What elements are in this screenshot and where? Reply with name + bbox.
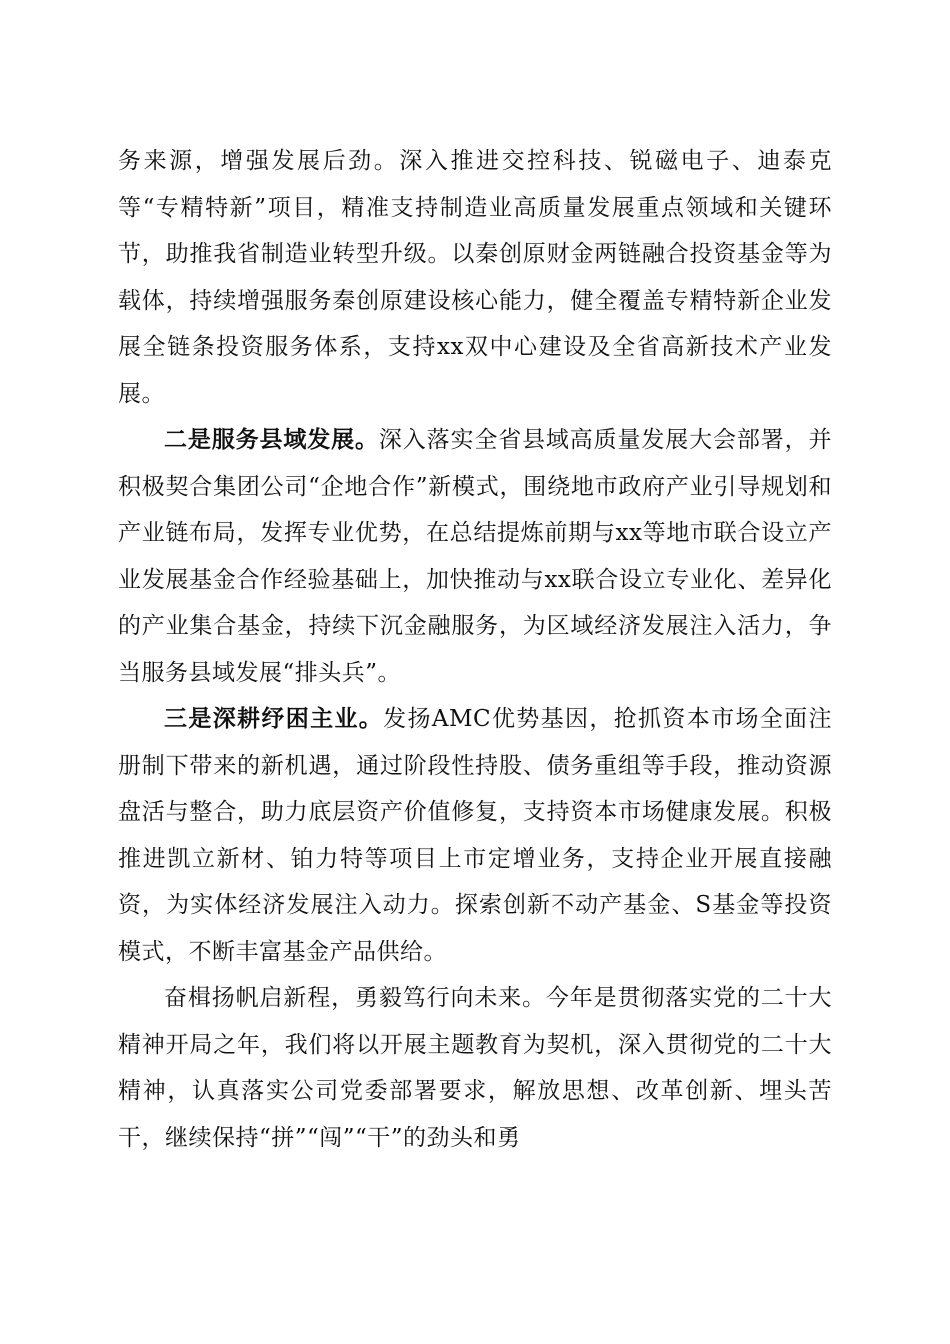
document-body	[118, 138, 832, 1161]
paragraph-heading: 二是服务县域发展。	[164, 426, 379, 453]
paragraph-text: 务来源，增强发展后劲。深入推进交控科技、锐磁电子、迪泰克等“专精特新”项目，精准支持制造业高质量发展重点领域和关键环节，助推我省制造业转型升级。以秦创原财金两链融合投资基金等为载体，持续增强服务秦创原建设核心能力，健全覆盖专精特新企业发展全链条投资服务体系，支持xx双中心建设及全省高新技术产业发展。	[118, 148, 832, 407]
paragraph-continuation	[118, 138, 832, 417]
paragraph-text: 奋楫扬帆启新程，勇毅笃行向未来。今年是贯彻落实党的二十大精神开局之年，我们将以开展主题教育为契机，深入贯彻党的二十大精神，认真落实公司党委部署要求，解放思想、改革创新、埋头苦干，继续保持“拼”“闯”“干”的劲头和勇	[118, 985, 832, 1151]
paragraph-heading: 三是深耕纾困主业。	[164, 705, 384, 732]
paragraph-relief-business	[118, 696, 832, 975]
paragraph-text: 深入落实全省县域高质量发展大会部署，并积极契合集团公司“企地合作”新模式，围绕地市政府产业引导规划和产业链布局，发挥专业优势，在总结提炼前期与xx等地市联合设立产业发展基金合作经验基础上，加快推动与xx联合设立专业化、差异化的产业集合基金，持续下沉金融服务，为区域经济发展注入活力，争当服务县域发展“排头兵”。	[118, 427, 833, 686]
paragraph-conclusion	[118, 975, 832, 1161]
paragraph-text: 发扬AMC优势基因，抢抓资本市场全面注册制下带来的新机遇，通过阶段性持股、债务重组等手段，推动资源盘活与整合，助力底层资产价值修复，支持资本市场健康发展。积极推进凯立新材、铂力特等项目上市定增业务，支持企业开展直接融资，为实体经济发展注入动力。探索创新不动产基金、S基金等投资模式，不断丰富基金产品供给。	[118, 706, 833, 965]
paragraph-county-development	[118, 417, 832, 696]
